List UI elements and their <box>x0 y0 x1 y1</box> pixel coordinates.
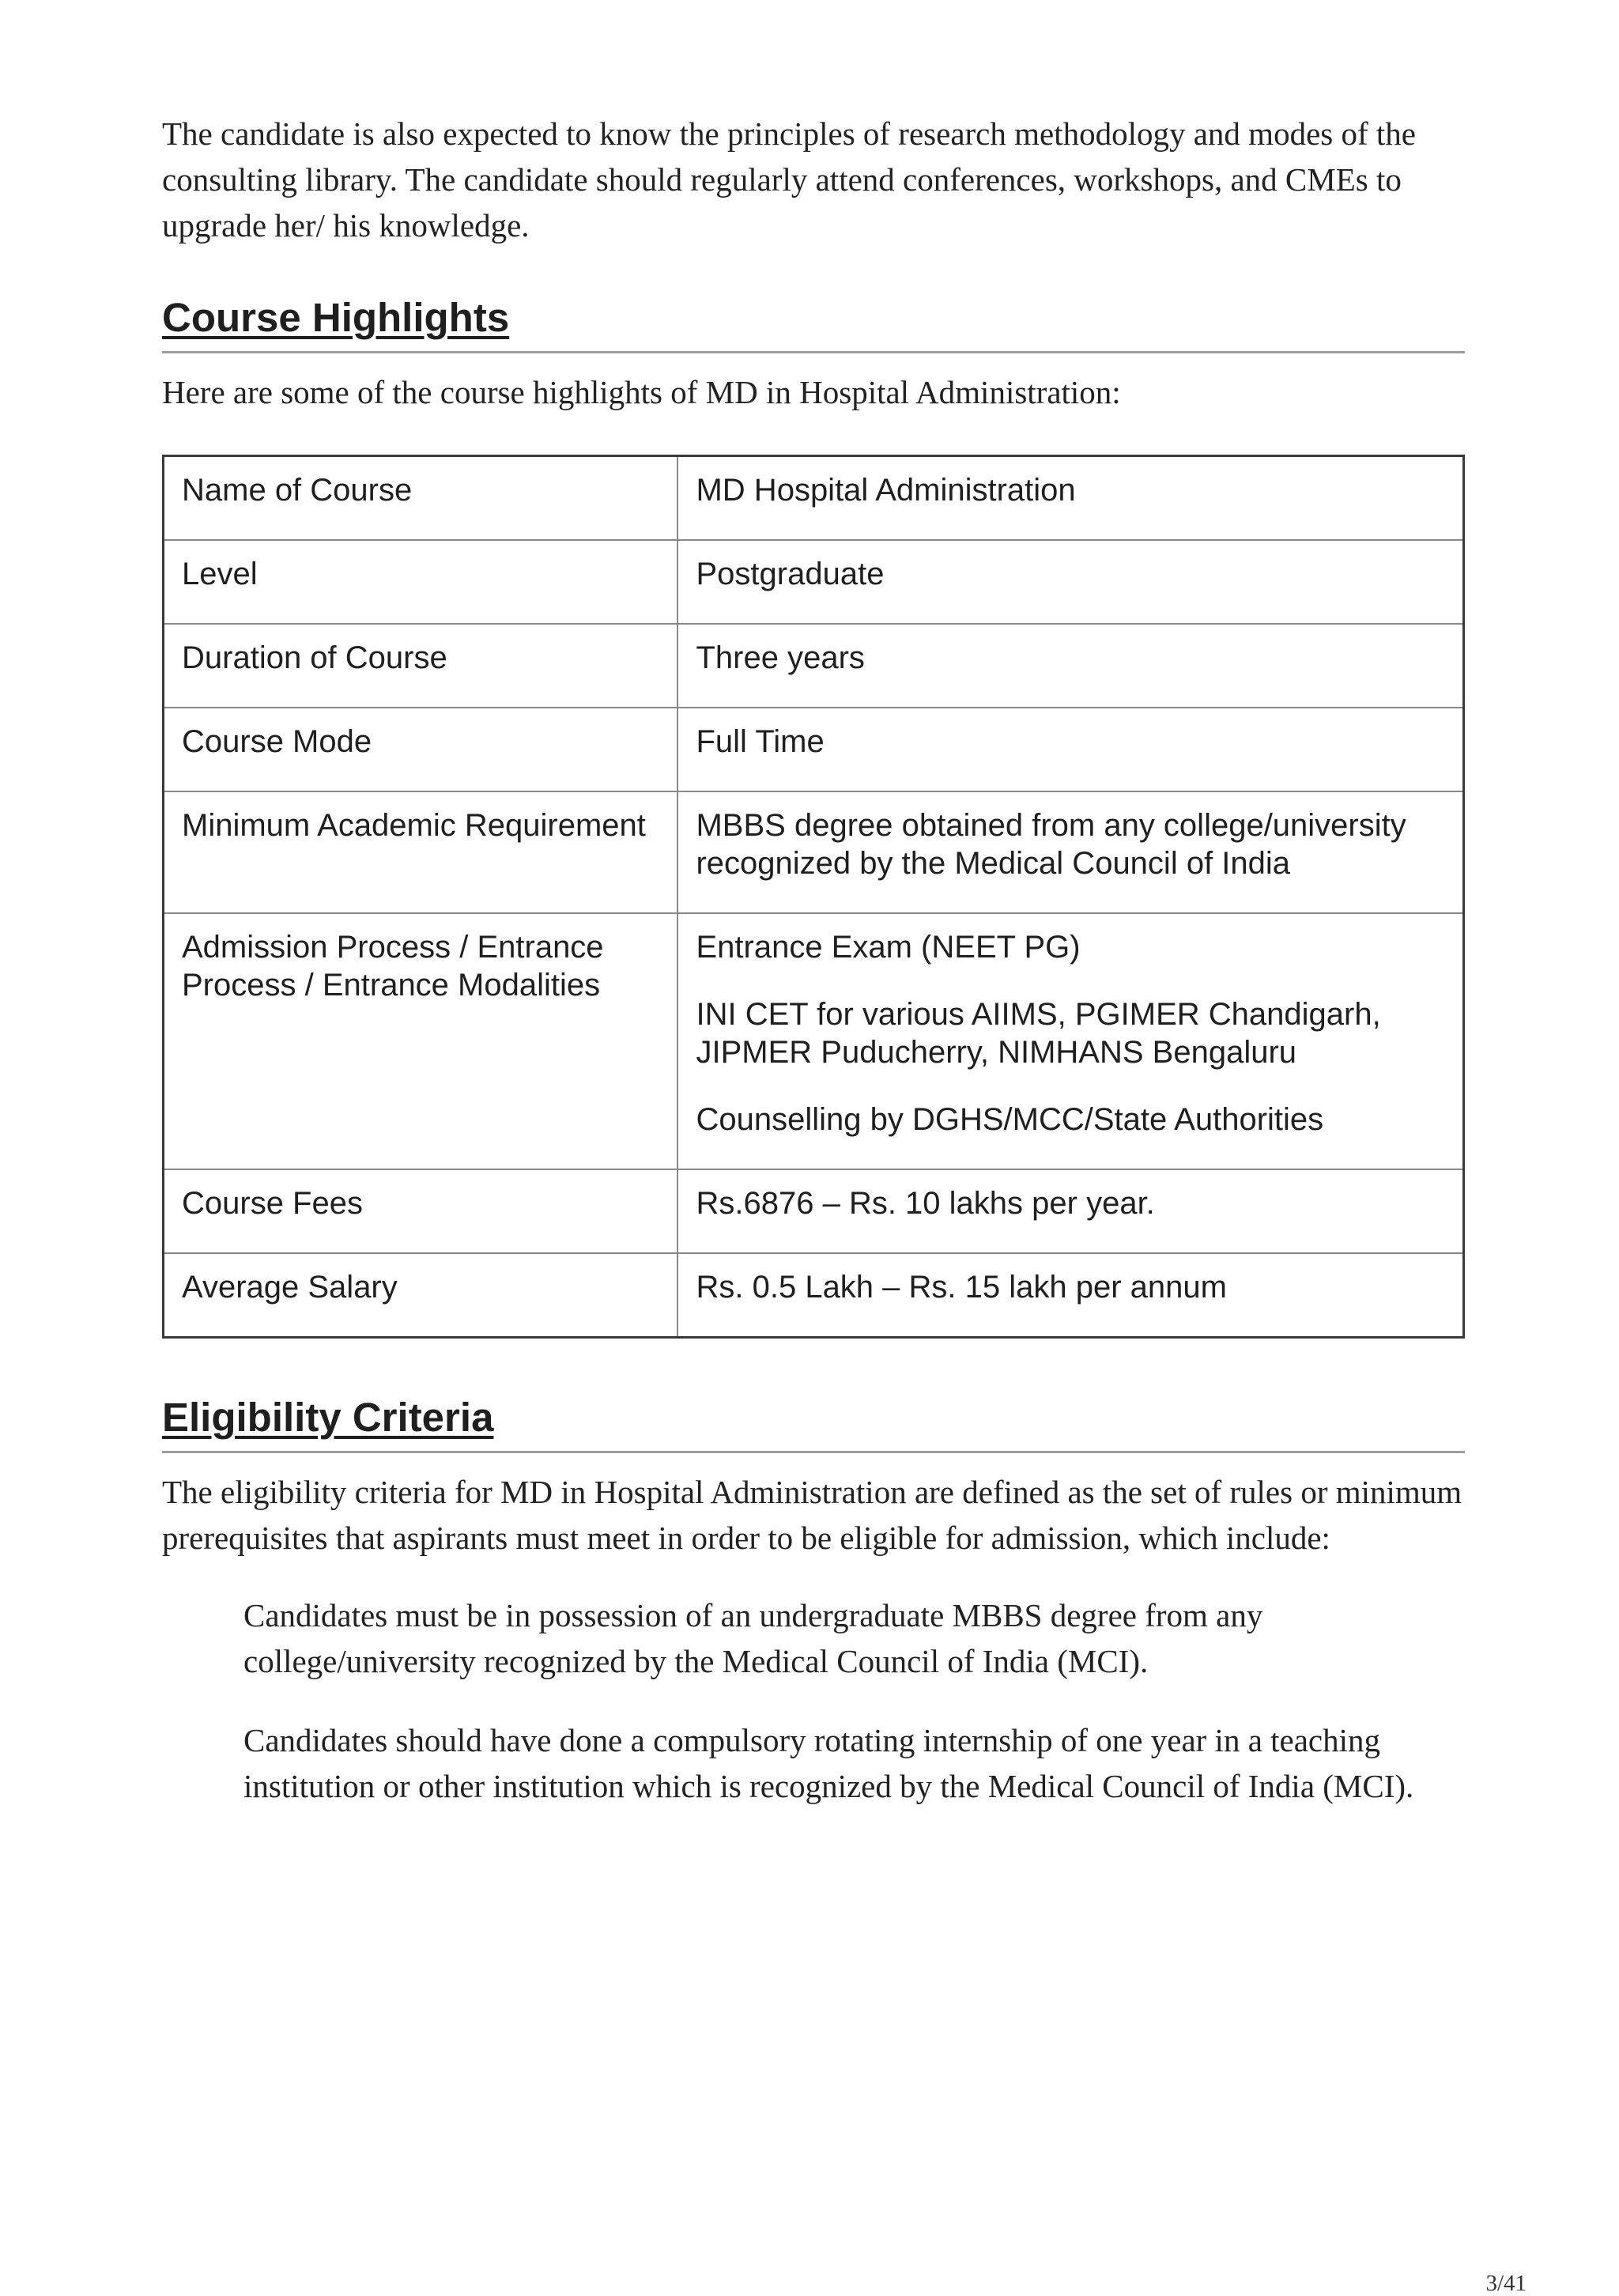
table-row <box>164 1169 1464 1253</box>
row-label: Course Fees <box>164 1169 678 1253</box>
row-label: Name of Course <box>164 456 678 541</box>
row-label: Level <box>164 540 678 624</box>
eligibility-lead: The eligibility criteria for MD in Hospital Administration are defined as the set of rules or minimum prerequisites that aspirants must meet in order to be eligible for admission, which include: <box>162 1474 1462 1556</box>
table-row <box>164 1253 1464 1338</box>
row-value <box>677 624 1463 708</box>
row-value-text: Counselling by DGHS/MCC/State Authorities <box>696 1102 1324 1137</box>
course-highlights-table <box>162 455 1465 1339</box>
document-page <box>162 111 1465 1842</box>
row-value <box>677 540 1463 624</box>
row-label: Course Mode <box>164 708 678 791</box>
table-row <box>164 913 1464 1169</box>
row-value-text: Three years <box>696 640 865 675</box>
row-value-text: MBBS degree obtained from any college/university recognized by the Medical Council of India <box>696 808 1406 881</box>
row-value <box>677 1169 1463 1253</box>
row-label: Minimum Academic Requirement <box>164 791 678 913</box>
row-value <box>677 791 1463 913</box>
row-label: Duration of Course <box>164 624 678 708</box>
row-label: Admission Process / Entrance Process / Entrance Modalities <box>164 913 678 1169</box>
page-number: 3/41 <box>1485 2271 1527 2296</box>
list-item: Candidates must be in possession of an undergraduate MBBS degree from any college/university recognized by the Medical Council of India (MCI). <box>243 1597 1263 1679</box>
eligibility-heading: Eligibility Criteria <box>162 1395 494 1440</box>
table-row <box>164 540 1464 624</box>
table-row <box>164 791 1464 913</box>
row-value <box>677 913 1463 1169</box>
table-row <box>164 624 1464 708</box>
row-value-text: INI CET for various AIIMS, PGIMER Chandigarh, JIPMER Puducherry, NIMHANS Bengaluru <box>696 997 1381 1070</box>
row-value-text: Rs.6876 – Rs. 10 lakhs per year. <box>696 1186 1155 1221</box>
course-highlights-lead: Here are some of the course highlights of MD in Hospital Administration: <box>162 374 1121 410</box>
row-value-text: Full Time <box>696 724 825 759</box>
section-divider <box>162 1451 1465 1453</box>
row-value-text: Postgraduate <box>696 557 885 591</box>
course-highlights-heading: Course Highlights <box>162 295 510 340</box>
row-value-text: MD Hospital Administration <box>696 473 1076 508</box>
row-label: Average Salary <box>164 1253 678 1338</box>
row-value <box>677 1253 1463 1338</box>
list-item: Candidates should have done a compulsory rotating internship of one year in a teaching institution or other institution which is recognized by the Medical Council of India (MCI). <box>243 1722 1414 1804</box>
row-value <box>677 456 1463 541</box>
row-value-text: Rs. 0.5 Lakh – Rs. 15 lakh per annum <box>696 1270 1227 1305</box>
row-value-text: Entrance Exam (NEET PG) <box>696 930 1081 965</box>
intro-paragraph: The candidate is also expected to know the principles of research methodology and modes of the consulting library. The candidate should regularly attend conferences, workshops, and CMEs to upgrade her/ his knowledge. <box>162 115 1416 244</box>
section-divider <box>162 351 1465 353</box>
table-row <box>164 708 1464 791</box>
table-row <box>164 456 1464 541</box>
eligibility-list <box>162 1592 1465 1809</box>
row-value <box>677 708 1463 791</box>
